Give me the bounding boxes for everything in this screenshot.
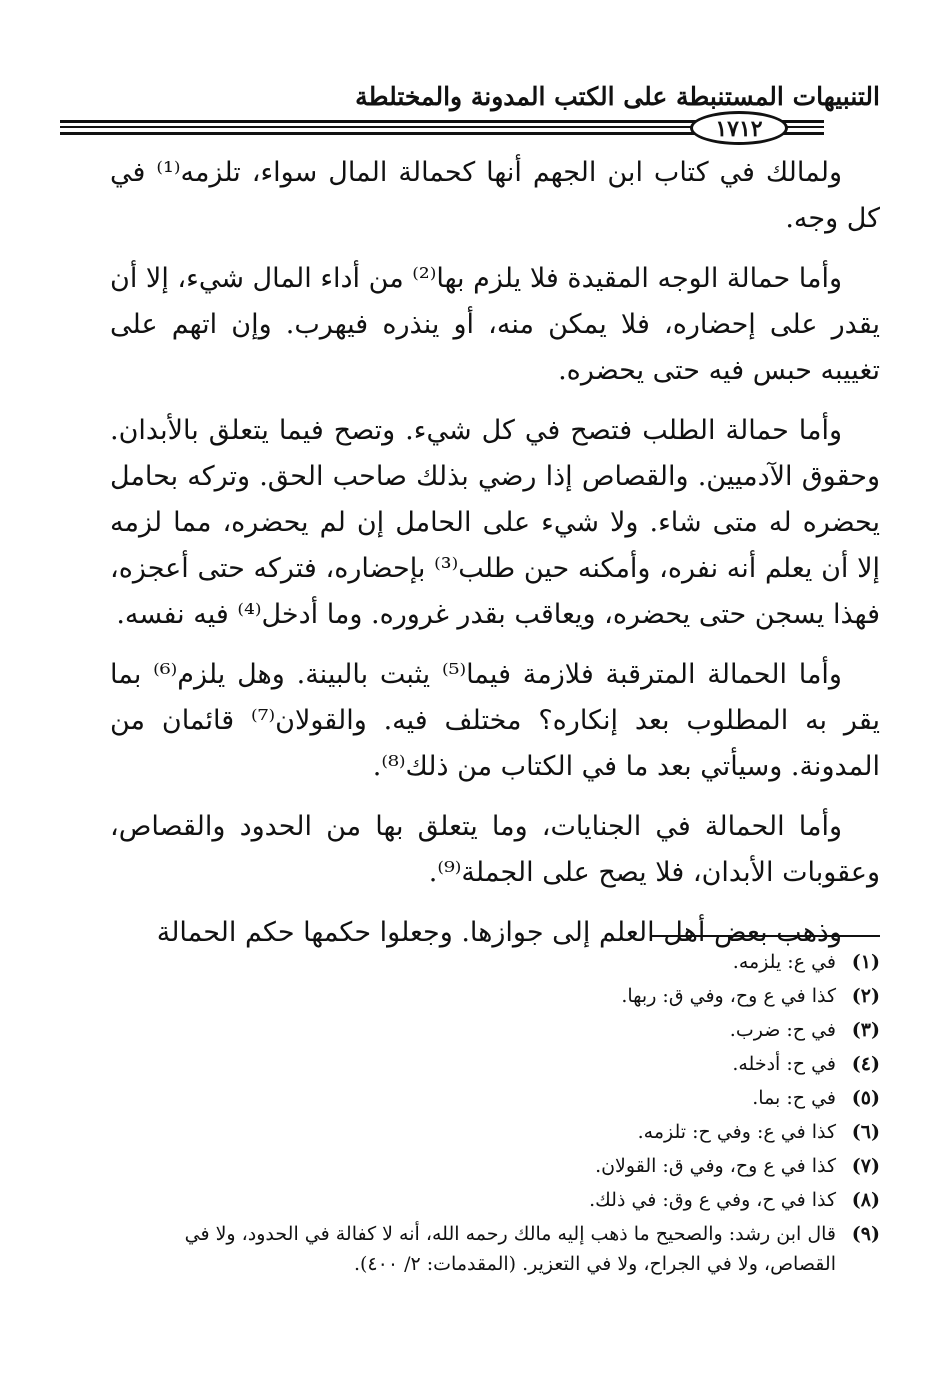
page-number: ١٧١٢ (690, 111, 788, 145)
footnote-number: (٤) (851, 1053, 880, 1075)
footnote-text: كذا في ع: وفي ح: تلزمه. (637, 1121, 836, 1143)
paragraph: وذهب بعض أهل العلم إلى جوازها. وجعلوا حكمها حكم الحمالة (156, 917, 842, 948)
footnote-text: كذا في ع وح، وفي ق: ربها. (621, 985, 836, 1007)
footnote-text: في ح: ضرب. (729, 1019, 836, 1041)
footnote (110, 1149, 880, 1183)
footnote-text: كذا في ع وح، وفي ق: القولان. (595, 1155, 836, 1177)
footnote (110, 1115, 880, 1149)
footnote-number: (٣) (851, 1019, 880, 1041)
paragraph: وأما الحمالة في الجنايات، وما يتعلق بها من الحدود والقصاص، وعقوبات الأبدان، فلا يصح على الجملة⁽⁹⁾. (110, 811, 880, 888)
footnote (110, 1217, 880, 1279)
footnote-text: قال ابن رشد: والصحيح ما ذهب إليه مالك رحمه الله، أنه لا كفالة في الحدود، ولا في القصاص، ولا في الجراح، ولا في التعزير. (المقدمات: ٢/ ٤٠٠). (184, 1223, 836, 1275)
footnote-number: (٦) (851, 1121, 880, 1143)
footnote-text: في ع: يلزمه. (732, 951, 836, 973)
footnote-number: (٧) (851, 1155, 880, 1177)
footnote-number: (٨) (851, 1189, 880, 1211)
paragraph: وأما الحمالة المترقبة فلازمة فيما⁽⁵⁾ يثبت بالبينة. وهل يلزم⁽⁶⁾ بما يقر به المطلوب بعد إنكاره؟ مختلف فيه. والقولان⁽⁷⁾ قائمان من المدونة. وسيأتي بعد ما في الكتاب من ذلك⁽⁸⁾. (110, 659, 880, 782)
footnote (110, 1183, 880, 1217)
footnote (110, 945, 880, 979)
footnote-number: (٩) (851, 1223, 880, 1245)
footnote (110, 1081, 880, 1115)
main-text (110, 150, 880, 970)
footnote-text: في ح: بما. (752, 1087, 836, 1109)
footnote (110, 1013, 880, 1047)
running-title: التنبيهات المستنبطة على الكتب المدونة والمختلطة (355, 82, 880, 111)
footnote (110, 979, 880, 1013)
footnote-separator (650, 935, 880, 937)
paragraph: وأما حمالة الطلب فتصح في كل شيء. وتصح فيما يتعلق بالأبدان. وحقوق الآدميين. والقصاص إذا رضي بذلك صاحب الحق. وتركه بحامل يحضره له متى شاء. ولا شيء على الحامل إن لم يحضره، مما لزمه إلا أن يعلم أنه نفره، وأمكنه حين طلب⁽³⁾ بإحضاره، فتركه حتى أعجزه، فهذا يسجن حتى يحضره، ويعاقب بقدر غروره. وما أدخل⁽⁴⁾ فيه نفسه. (110, 415, 880, 630)
footnote-number: (٢) (851, 985, 880, 1007)
footnotes (110, 945, 880, 1279)
footnote (110, 1047, 880, 1081)
footnote-number: (١) (851, 951, 880, 973)
paragraph: ولمالك في كتاب ابن الجهم أنها كحمالة المال سواء، تلزمه⁽¹⁾ في كل وجه. (110, 157, 880, 234)
footnote-text: كذا في ح، وفي ع وق: في ذلك. (589, 1189, 836, 1211)
footnote-text: في ح: أدخله. (732, 1053, 836, 1075)
footnote-number: (٥) (851, 1087, 880, 1109)
paragraph: وأما حمالة الوجه المقيدة فلا يلزم بها⁽²⁾ من أداء المال شيء، إلا أن يقدر على إحضاره، فلا يمكن منه، أو ينذره فيهرب. وإن اتهم على تغييبه حبس فيه حتى يحضره. (110, 263, 880, 386)
